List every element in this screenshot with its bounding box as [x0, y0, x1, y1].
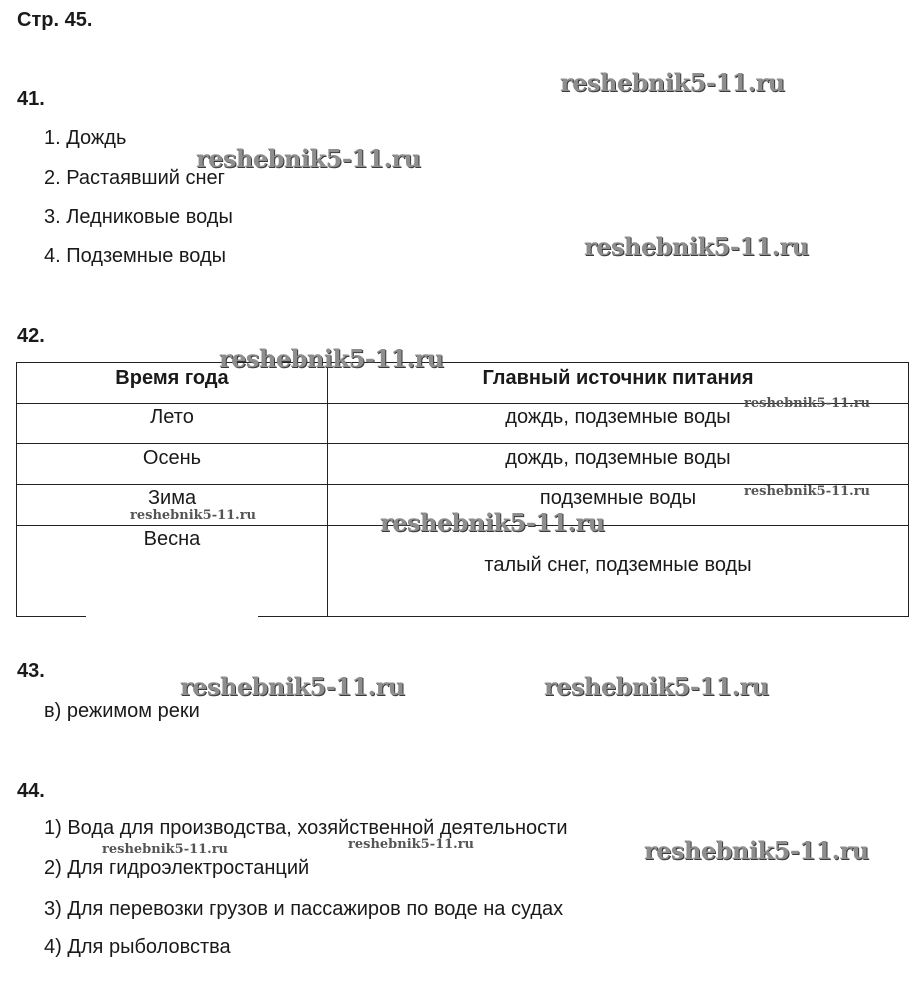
watermark: reshebnik5-11.ru — [644, 836, 869, 865]
watermark: reshebnik5-11.ru — [219, 344, 444, 373]
table-row — [17, 444, 908, 485]
task-44-number: 44. — [17, 780, 45, 802]
task-41-item-2: 2. Растаявший снег — [44, 167, 225, 189]
watermark: reshebnik5-11.ru — [196, 144, 421, 173]
watermark: reshebnik5-11.ru — [380, 508, 605, 537]
cell-source: дождь, подземные воды — [505, 406, 731, 428]
watermark: reshebnik5-11.ru — [744, 484, 871, 499]
table-bottom-border — [16, 616, 86, 617]
task-42-number: 42. — [17, 325, 45, 347]
watermark: reshebnik5-11.ru — [102, 842, 229, 857]
cell-source: талый снег, подземные воды — [484, 554, 752, 576]
task-44-item-3: 3) Для перевозки грузов и пассажиров по воде на судах — [44, 898, 564, 920]
task-44-item-1: 1) Вода для производства, хозяйственной деятельности — [44, 817, 568, 839]
cell-source: подземные воды — [539, 487, 697, 509]
watermark: reshebnik5-11.ru — [584, 232, 809, 261]
table-bottom-border — [258, 616, 908, 617]
task-41-item-3: 3. Ледниковые воды — [44, 206, 233, 228]
task-44-item-2: 2) Для гидроэлектростанций — [44, 857, 310, 879]
task-44-item-4: 4) Для рыболовства — [44, 936, 231, 958]
cell-season: Весна — [17, 526, 328, 617]
header-season: Время года — [17, 363, 328, 403]
task-43-number: 43. — [17, 660, 45, 682]
cell-season: Лето — [17, 404, 328, 443]
watermark: reshebnik5-11.ru — [348, 837, 475, 852]
cell-season: Осень — [17, 444, 328, 484]
watermark: reshebnik5-11.ru — [544, 672, 769, 701]
task-43-answer: в) режимом реки — [44, 700, 200, 722]
watermark: reshebnik5-11.ru — [560, 68, 785, 97]
cell-source: дождь, подземные воды — [505, 447, 731, 469]
page-label: Стр. 45. — [17, 9, 93, 31]
watermark: reshebnik5-11.ru — [180, 672, 405, 701]
table-row — [17, 526, 908, 617]
watermark: reshebnik5-11.ru — [130, 508, 257, 523]
task-41-item-1: 1. Дождь — [44, 127, 127, 149]
header-source: Главный источник питания — [482, 367, 754, 389]
task-41-item-4: 4. Подземные воды — [44, 245, 227, 267]
watermark: reshebnik5-11.ru — [744, 396, 871, 411]
task-41-number: 41. — [17, 88, 45, 110]
cell-season: Зима — [17, 485, 328, 525]
